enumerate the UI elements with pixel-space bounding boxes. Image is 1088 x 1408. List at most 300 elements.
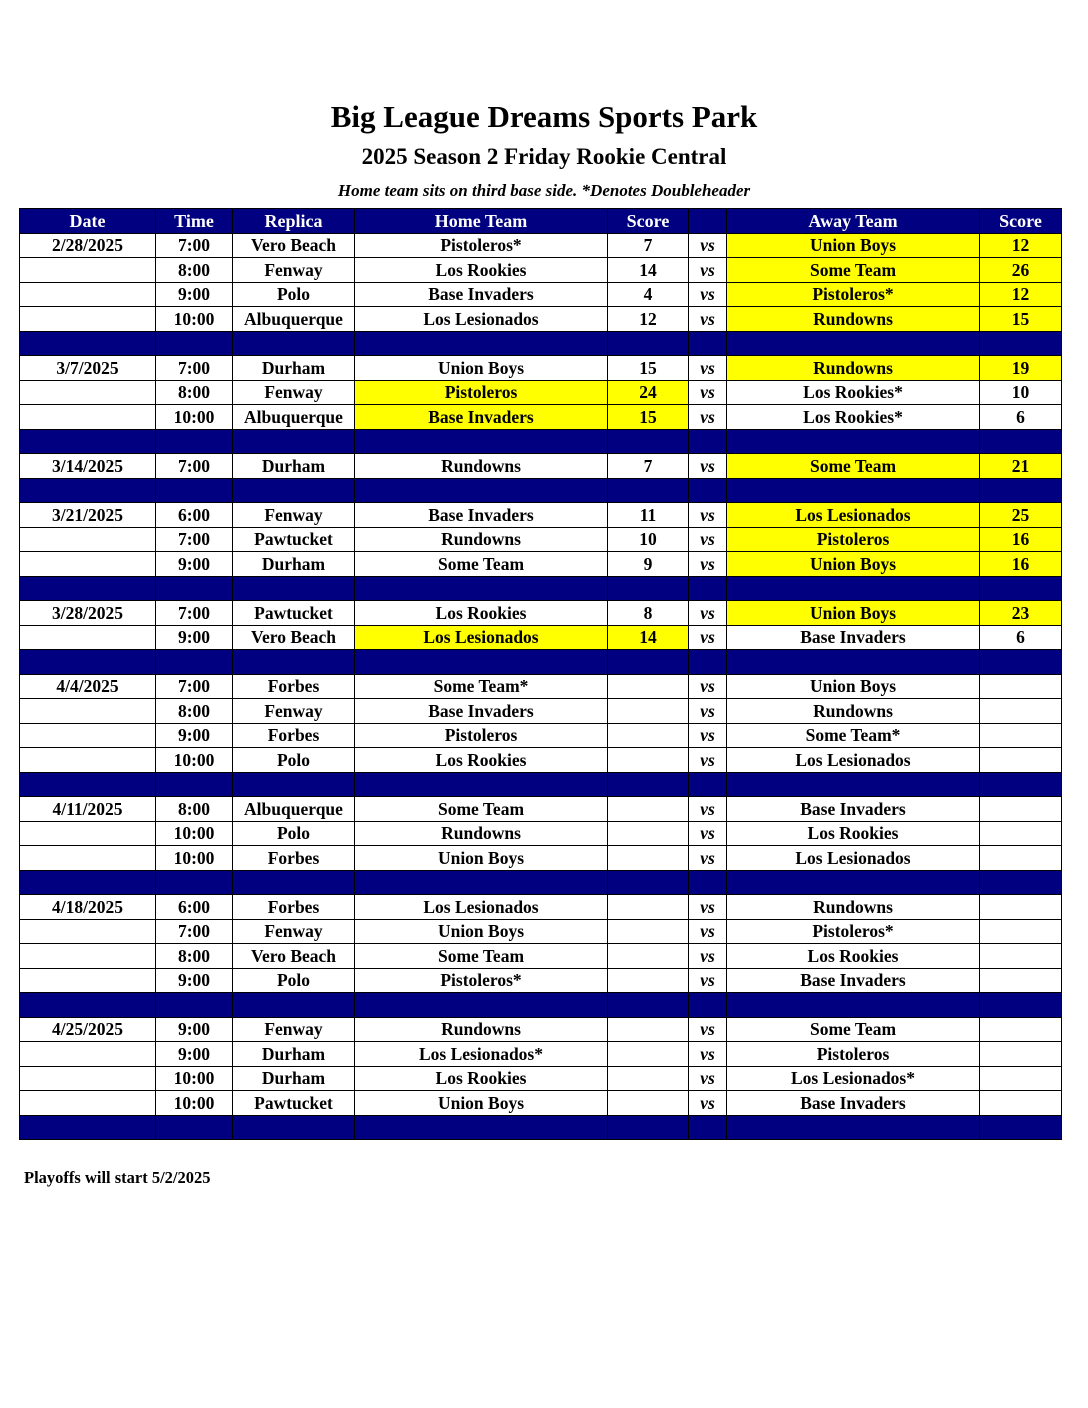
away-team: Pistoleros [727,527,980,552]
home-team: Base Invaders [355,503,608,528]
away-score: 16 [980,527,1062,552]
separator-cell [233,331,355,356]
separator-cell [727,772,980,797]
vs-label: vs [689,919,727,944]
game-time: 6:00 [156,503,233,528]
away-score: 16 [980,552,1062,577]
game-replica: Fenway [233,1017,355,1042]
away-team: Rundowns [727,356,980,381]
game-date: 3/21/2025 [20,503,156,528]
vs-label: vs [689,968,727,993]
game-replica: Forbes [233,846,355,871]
away-score [980,895,1062,920]
game-date-empty [20,699,156,724]
game-row [20,674,1062,699]
game-time: 10:00 [156,307,233,332]
separator-cell [608,576,689,601]
home-team: Pistoleros* [355,233,608,258]
game-time: 10:00 [156,748,233,773]
column-header-time: Time [156,209,233,234]
game-date-empty [20,258,156,283]
separator-cell [233,576,355,601]
away-score: 12 [980,282,1062,307]
home-score [608,699,689,724]
home-team: Los Lesionados [355,307,608,332]
vs-label: vs [689,233,727,258]
vs-label: vs [689,380,727,405]
game-row [20,233,1062,258]
game-time: 7:00 [156,233,233,258]
away-team: Union Boys [727,674,980,699]
home-score: 24 [608,380,689,405]
home-score [608,1066,689,1091]
separator-cell [156,772,233,797]
week-separator [20,576,1062,601]
game-row [20,944,1062,969]
away-team: Pistoleros* [727,282,980,307]
column-header-replica: Replica [233,209,355,234]
game-row [20,454,1062,479]
game-replica: Vero Beach [233,944,355,969]
home-score: 7 [608,233,689,258]
separator-cell [355,993,608,1018]
home-score [608,846,689,871]
game-row [20,552,1062,577]
separator-cell [689,650,727,675]
game-replica: Durham [233,1066,355,1091]
separator-cell [355,1115,608,1140]
away-team: Los Lesionados* [727,1066,980,1091]
game-row [20,723,1062,748]
game-time: 7:00 [156,356,233,381]
away-team: Pistoleros [727,1042,980,1067]
separator-cell [156,478,233,503]
separator-cell [20,429,156,454]
vs-label: vs [689,821,727,846]
vs-label: vs [689,307,727,332]
home-team: Union Boys [355,919,608,944]
vs-label: vs [689,699,727,724]
week-separator [20,1115,1062,1140]
away-team: Rundowns [727,699,980,724]
separator-cell [980,772,1062,797]
game-replica: Durham [233,356,355,381]
separator-cell [980,870,1062,895]
separator-cell [608,331,689,356]
separator-cell [608,650,689,675]
vs-label: vs [689,282,727,307]
separator-cell [727,1115,980,1140]
game-replica: Pawtucket [233,527,355,552]
week-separator [20,772,1062,797]
separator-cell [689,331,727,356]
game-time: 9:00 [156,1017,233,1042]
game-row [20,380,1062,405]
game-time: 9:00 [156,282,233,307]
game-row [20,307,1062,332]
home-team: Los Rookies [355,1066,608,1091]
away-score: 6 [980,625,1062,650]
separator-cell [233,772,355,797]
game-date-empty [20,405,156,430]
vs-label: vs [689,1091,727,1116]
game-row [20,1042,1062,1067]
separator-cell [689,993,727,1018]
separator-cell [727,576,980,601]
away-team: Rundowns [727,895,980,920]
home-team: Pistoleros [355,380,608,405]
separator-cell [20,993,156,1018]
vs-label: vs [689,503,727,528]
away-team: Base Invaders [727,797,980,822]
away-team: Union Boys [727,601,980,626]
separator-cell [20,772,156,797]
week-separator [20,478,1062,503]
game-row [20,625,1062,650]
home-team: Base Invaders [355,282,608,307]
week-separator [20,429,1062,454]
game-row [20,797,1062,822]
game-date: 4/4/2025 [20,674,156,699]
home-team: Los Rookies [355,258,608,283]
separator-cell [156,429,233,454]
game-date-empty [20,282,156,307]
game-time: 7:00 [156,454,233,479]
column-header-away-team: Away Team [727,209,980,234]
game-date: 3/14/2025 [20,454,156,479]
home-team: Los Lesionados* [355,1042,608,1067]
game-replica: Pawtucket [233,601,355,626]
game-replica: Fenway [233,380,355,405]
separator-cell [689,429,727,454]
away-score [980,919,1062,944]
game-date-empty [20,527,156,552]
game-row [20,1017,1062,1042]
vs-label: vs [689,625,727,650]
separator-cell [608,1115,689,1140]
separator-cell [233,993,355,1018]
home-team: Union Boys [355,356,608,381]
home-score: 11 [608,503,689,528]
home-team: Pistoleros [355,723,608,748]
vs-label: vs [689,601,727,626]
separator-cell [608,993,689,1018]
game-replica: Pawtucket [233,1091,355,1116]
home-team: Los Lesionados [355,895,608,920]
separator-cell [156,870,233,895]
separator-cell [233,1115,355,1140]
vs-label: vs [689,552,727,577]
separator-cell [20,1115,156,1140]
away-score [980,1017,1062,1042]
vs-label: vs [689,1042,727,1067]
separator-cell [20,650,156,675]
game-date: 2/28/2025 [20,233,156,258]
week-separator [20,331,1062,356]
game-time: 10:00 [156,1091,233,1116]
separator-cell [980,1115,1062,1140]
game-replica: Fenway [233,258,355,283]
game-row [20,699,1062,724]
game-time: 8:00 [156,944,233,969]
away-team: Some Team [727,1017,980,1042]
game-replica: Vero Beach [233,233,355,258]
away-score: 25 [980,503,1062,528]
vs-label: vs [689,895,727,920]
game-replica: Fenway [233,503,355,528]
game-date-empty [20,307,156,332]
separator-cell [355,576,608,601]
home-score: 8 [608,601,689,626]
column-header-home-score: Score [608,209,689,234]
home-team: Some Team [355,552,608,577]
home-team: Union Boys [355,1091,608,1116]
separator-cell [608,870,689,895]
home-team: Los Lesionados [355,625,608,650]
game-replica: Forbes [233,674,355,699]
vs-label: vs [689,527,727,552]
game-date: 4/18/2025 [20,895,156,920]
home-score: 15 [608,405,689,430]
home-team: Rundowns [355,821,608,846]
separator-cell [689,478,727,503]
separator-cell [355,870,608,895]
week-separator [20,650,1062,675]
away-score [980,797,1062,822]
away-team: Base Invaders [727,1091,980,1116]
game-row [20,356,1062,381]
game-replica: Albuquerque [233,307,355,332]
game-row [20,846,1062,871]
game-date: 3/28/2025 [20,601,156,626]
away-team: Some Team* [727,723,980,748]
game-date-empty [20,968,156,993]
away-score [980,944,1062,969]
separator-cell [727,870,980,895]
away-score: 6 [980,405,1062,430]
home-team: Some Team [355,797,608,822]
game-replica: Forbes [233,723,355,748]
vs-label: vs [689,797,727,822]
separator-cell [156,993,233,1018]
away-team: Los Rookies [727,821,980,846]
game-time: 6:00 [156,895,233,920]
home-team: Base Invaders [355,405,608,430]
away-team: Base Invaders [727,968,980,993]
separator-cell [156,576,233,601]
separator-cell [727,650,980,675]
separator-cell [20,478,156,503]
home-score [608,674,689,699]
away-score [980,1091,1062,1116]
away-score: 19 [980,356,1062,381]
home-score: 15 [608,356,689,381]
home-team: Union Boys [355,846,608,871]
separator-cell [727,993,980,1018]
game-replica: Forbes [233,895,355,920]
separator-cell [980,478,1062,503]
page-subtitle: 2025 Season 2 Friday Rookie Central [361,144,727,169]
separator-cell [20,576,156,601]
home-score [608,919,689,944]
game-row [20,527,1062,552]
home-team: Los Rookies [355,748,608,773]
vs-label: vs [689,1066,727,1091]
game-row [20,895,1062,920]
game-row [20,919,1062,944]
home-team: Rundowns [355,527,608,552]
separator-cell [355,772,608,797]
game-time: 7:00 [156,674,233,699]
schedule-table [19,208,1062,1140]
game-date-empty [20,1091,156,1116]
away-team: Base Invaders [727,625,980,650]
home-score [608,1017,689,1042]
away-score [980,748,1062,773]
column-header-home-team: Home Team [355,209,608,234]
away-team: Some Team [727,258,980,283]
game-replica: Albuquerque [233,405,355,430]
game-replica: Polo [233,748,355,773]
away-team: Union Boys [727,233,980,258]
home-score: 7 [608,454,689,479]
game-replica: Polo [233,821,355,846]
game-date-empty [20,1042,156,1067]
game-time: 9:00 [156,1042,233,1067]
game-time: 7:00 [156,527,233,552]
game-time: 9:00 [156,723,233,748]
game-replica: Fenway [233,919,355,944]
home-score: 12 [608,307,689,332]
separator-cell [233,429,355,454]
separator-cell [727,478,980,503]
home-team: Los Rookies [355,601,608,626]
game-replica: Vero Beach [233,625,355,650]
separator-cell [608,478,689,503]
separator-cell [233,478,355,503]
home-score [608,944,689,969]
game-replica: Fenway [233,699,355,724]
game-time: 8:00 [156,380,233,405]
away-team: Rundowns [727,307,980,332]
separator-cell [355,650,608,675]
game-date-empty [20,723,156,748]
vs-label: vs [689,1017,727,1042]
game-time: 8:00 [156,699,233,724]
game-date-empty [20,748,156,773]
game-row [20,503,1062,528]
away-team: Los Rookies* [727,405,980,430]
game-replica: Durham [233,454,355,479]
game-time: 10:00 [156,1066,233,1091]
week-separator [20,870,1062,895]
away-score: 23 [980,601,1062,626]
away-score: 10 [980,380,1062,405]
game-date: 3/7/2025 [20,356,156,381]
separator-cell [689,576,727,601]
separator-cell [727,429,980,454]
away-score: 12 [980,233,1062,258]
page-title: Big League Dreams Sports Park [330,99,758,134]
game-row [20,968,1062,993]
game-row [20,405,1062,430]
vs-label: vs [689,405,727,430]
away-team: Union Boys [727,552,980,577]
header-row [20,209,1062,234]
vs-label: vs [689,748,727,773]
away-team: Los Lesionados [727,846,980,871]
away-score [980,1066,1062,1091]
game-date-empty [20,552,156,577]
separator-cell [233,870,355,895]
vs-label: vs [689,723,727,748]
home-score [608,968,689,993]
game-replica: Polo [233,282,355,307]
game-date-empty [20,1066,156,1091]
away-score [980,821,1062,846]
away-score: 15 [980,307,1062,332]
home-score [608,895,689,920]
game-date: 4/11/2025 [20,797,156,822]
separator-cell [156,650,233,675]
week-separator [20,993,1062,1018]
separator-cell [156,331,233,356]
away-team: Pistoleros* [727,919,980,944]
separator-cell [727,331,980,356]
separator-cell [20,331,156,356]
home-team: Pistoleros* [355,968,608,993]
away-score: 26 [980,258,1062,283]
game-time: 8:00 [156,258,233,283]
game-row [20,601,1062,626]
schedule-note: Home team sits on third base side. *Denotes Doubleheader [337,181,751,200]
column-header-date: Date [20,209,156,234]
game-time: 9:00 [156,968,233,993]
game-time: 9:00 [156,625,233,650]
vs-label: vs [689,356,727,381]
away-team: Los Lesionados [727,503,980,528]
column-header-away-score: Score [980,209,1062,234]
home-score [608,748,689,773]
game-row [20,1066,1062,1091]
separator-cell [689,1115,727,1140]
home-score: 10 [608,527,689,552]
game-replica: Polo [233,968,355,993]
away-team: Los Rookies* [727,380,980,405]
game-time: 8:00 [156,797,233,822]
separator-cell [233,650,355,675]
game-row [20,821,1062,846]
vs-label: vs [689,258,727,283]
separator-cell [156,1115,233,1140]
game-date: 4/25/2025 [20,1017,156,1042]
home-team: Some Team [355,944,608,969]
home-team: Some Team* [355,674,608,699]
game-row [20,1091,1062,1116]
separator-cell [689,870,727,895]
separator-cell [980,331,1062,356]
away-score [980,846,1062,871]
separator-cell [20,870,156,895]
game-time: 7:00 [156,919,233,944]
game-time: 7:00 [156,601,233,626]
game-replica: Albuquerque [233,797,355,822]
home-score [608,1091,689,1116]
footer-note: Playoffs will start 5/2/2025 [24,1168,211,1187]
game-time: 10:00 [156,405,233,430]
away-team: Los Lesionados [727,748,980,773]
home-score [608,821,689,846]
